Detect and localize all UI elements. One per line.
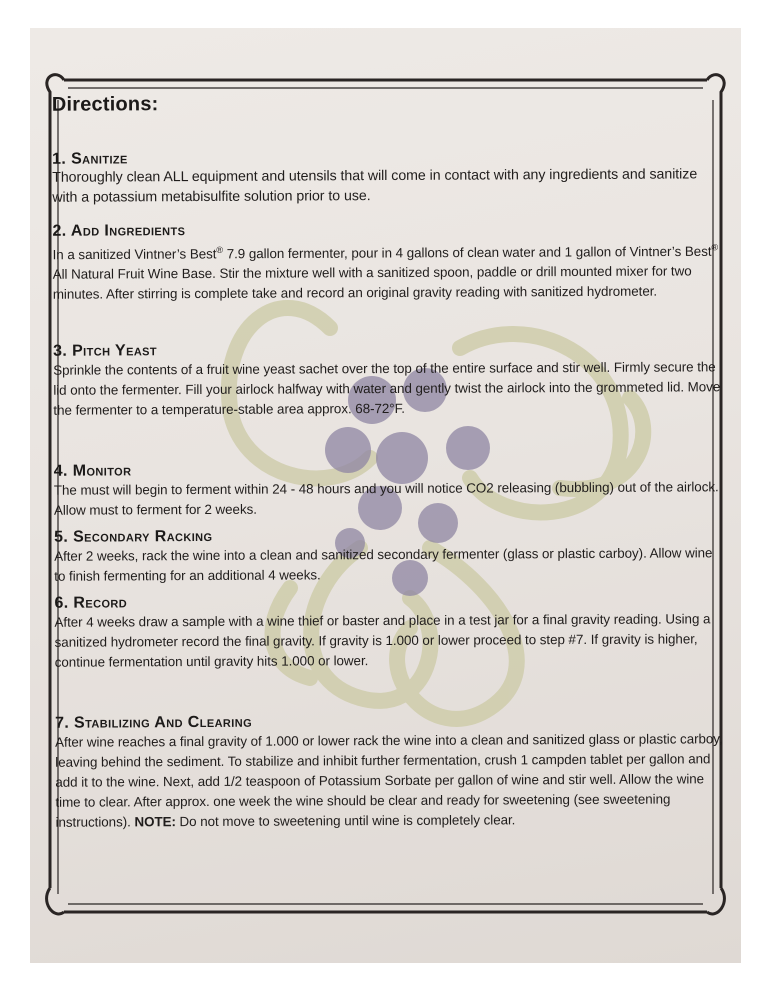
note-label: NOTE: [134,814,176,830]
step-text: After 2 weeks, rack the wine into a clean and sanitized secondary fermenter (glass or plastic carboy). Allow wine to finish fermenting for an additional 4 weeks. [54,545,713,584]
step-text-part: In a sanitized Vintner’s Best [52,246,217,263]
step-heading: 5. Secondary Racking [54,527,213,546]
step-text-part: 7.9 gallon fermenter, pour in 4 gallons of clean water and 1 gallon of Vintner’s Best [222,243,712,262]
step-add-ingredients [52,218,720,305]
step-heading: 3. Pitch Yeast [53,342,158,360]
registered-mark: ® [216,244,224,255]
directions-label [52,90,726,953]
note-text: Do not move to sweetening until wine is completely clear. [175,812,516,830]
label-photo [30,28,741,963]
step-text: Sprinkle the contents of a fruit wine yeast sachet over the top of the entire surface and stir well. Firmly secure the lid onto the fermenter. Fill your airlock halfway with water and gently twist the airlock into the grommeted lid. Move the fermenter to a temperature-stable area approx. 68-72°F. [53,359,721,418]
step-sanitize [52,146,720,208]
step-heading: 6. Record [54,594,128,612]
registered-mark: ® [711,242,719,253]
step-heading: 1. Sanitize [52,150,128,168]
step-record [54,590,722,672]
step-text [55,729,724,832]
step-monitor [54,458,722,520]
step-stabilizing-clearing [55,710,724,832]
step-heading: 7. Stabilizing And Clearing [55,713,253,732]
step-text: Thoroughly clean ALL equipment and utensils that will come in contact with any ingredients and sanitize with a potassium metabisulfite solution prior to use. [52,166,698,206]
step-heading: 2. Add Ingredients [52,222,186,240]
step-heading: 4. Monitor [53,462,132,480]
step-text: The must will begin to ferment within 24 - 48 hours and you will notice CO2 releasing (bubbling) out of the airlock. Allow must to ferment for 2 weeks. [53,479,719,518]
step-text [53,237,721,305]
step-text-part: All Natural Fruit Wine Base. Stir the mixture well with a sanitized spoon, paddle or drill mounted mixer for two minutes. After stirring is complete take and record an original gravity reading with sanitized hydrometer. [52,263,692,303]
directions-title: Directions: [51,93,159,116]
step-text-part: After wine reaches a final gravity of 1.000 or lower rack the wine into a clean and sanitized glass or plastic carboy, leaving behind the sediment. To stabilize and inhibit further fermentation, crush 1 campden tablet per gallon and add it to the wine. Next, add 1/2 teaspoon of Potassium Sorbate per gallon of wine and stir well. Allow the wine time to clear. After approx. one week the wine should be clear and ready for sweetening (see sweetening instructions). [55,731,723,830]
step-pitch-yeast [53,338,721,420]
step-text: After 4 weeks draw a sample with a wine thief or baster and place in a test jar for a final gravity reading. Using a sanitized hydrometer record the final gravity. If gravity is 1.000 or lower proceed to step #7. If gravity is higher, continue fermentation until gravity hits 1.000 or lower. [54,611,711,670]
step-secondary-racking [54,524,722,586]
